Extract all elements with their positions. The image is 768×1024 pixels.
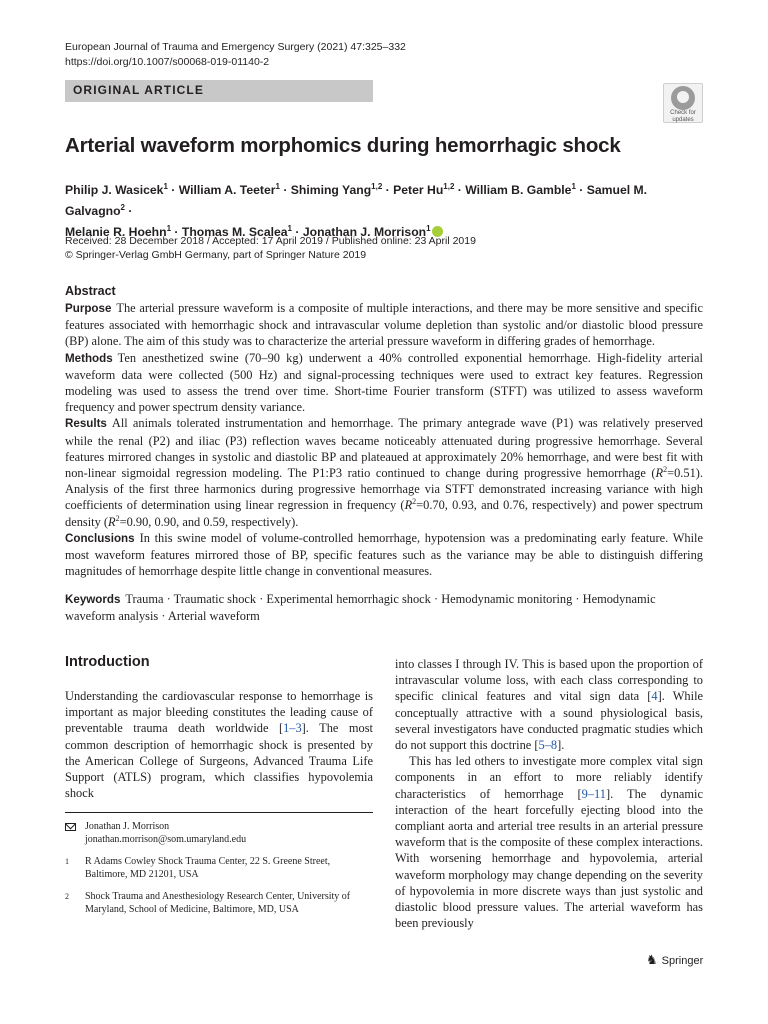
author-name[interactable]: Thomas M. Scalea: [181, 225, 288, 240]
citation-link[interactable]: 1–3: [283, 721, 302, 736]
keywords: [65, 591, 703, 624]
abstract-conclusions-label: Conclusions: [65, 531, 135, 545]
abstract-methods-text: Ten anesthetized swine (70–90 kg) underwent a 40% controlled exponential hemorrhage. High-fidelity arterial waveform data were collected (500 Hz) and signal-processing techniques were used to extract key features. Regression modeling was used to assess the trend over time. Short-time Fourier transform (STFT) was utilized to assess waveform frequency and power spectrum density variance.: [65, 350, 703, 415]
body-text: into classes I through IV. This is based upon the proportion of intravascular volume loss, with each class corresponding to specific clinical features and vital sign data [: [395, 657, 703, 704]
publisher-logo: [646, 952, 703, 968]
body-text: ]. The dynamic interaction of the heart forcefully ejecting blood into the compliant aorta and arterial tree results in an arterial pressure waveform that is the composite of these complex interactions. With worsening hemorrhage and hypovolemia, arterial waveform morphology may change depending on the severity of hypovolemia in more discrete ways than just systolic and diastolic blood pressure values. The arterial waveform has been previously: [395, 786, 703, 931]
author-name[interactable]: Samuel M. Galvagno: [65, 183, 648, 219]
left-column-text: [65, 688, 373, 801]
publisher-name: Springer: [661, 955, 704, 967]
abstract-results-label: Results: [65, 417, 107, 431]
author-name[interactable]: William B. Gamble: [465, 183, 572, 198]
doi-link[interactable]: https://doi.org/10.1007/s00068-019-01140-2: [65, 56, 270, 68]
journal-citation: European Journal of Trauma and Emergency Surgery (2021) 47:325–332: [65, 41, 406, 53]
author-affiliation: 1: [426, 224, 431, 234]
abstract-purpose: [65, 300, 703, 350]
abstract-results-text: =0.70, 0.93, and 0.76, respectively) and power spectrum density (: [65, 498, 703, 529]
contact-email[interactable]: jonathan.morrison@som.umaryland.edu: [85, 834, 247, 845]
abstract-body: [65, 300, 703, 579]
copyright-line: © Springer-Verlag GmbH Germany, part of Springer Nature 2019: [65, 248, 367, 261]
author-separator: ·: [454, 183, 466, 198]
publication-dates: [65, 235, 476, 262]
r-exponent: 2: [663, 464, 668, 474]
author-name[interactable]: Melanie R. Hoehn: [65, 225, 167, 240]
affiliation-2: [65, 890, 373, 916]
author-affiliation: 1,2: [443, 182, 455, 191]
author-separator: ·: [167, 183, 179, 198]
author-affiliation: 1: [571, 182, 576, 191]
author-name[interactable]: Philip J. Wasicek: [65, 183, 164, 198]
author-affiliation: 2: [120, 203, 125, 213]
author-separator: ·: [279, 183, 291, 198]
affiliation-mark: 1: [65, 857, 69, 866]
abstract-conclusions: [65, 530, 703, 580]
abstract-purpose-text: The arterial pressure waveform is a composite of multiple interactions, and there may be more sensitive and specific features associated with hemorrhagic shock and intravascular volume depletion than systolic and/or diastolic blood pressure (BP) alone. The aim of this study was to characterize the arterial pressure waveform in differing grades of hemorrhage.: [65, 301, 703, 349]
abstract-heading: Abstract: [65, 284, 116, 298]
journal-header: [65, 40, 406, 70]
r-symbol: R: [108, 514, 116, 529]
author-separator: ·: [382, 183, 394, 198]
affiliation-text: R Adams Cowley Shock Trauma Center, 22 S. Greene Street, Baltimore, MD 21201, USA: [85, 856, 331, 880]
abstract-purpose-label: Purpose: [65, 302, 112, 315]
author-separator: ·: [125, 204, 133, 219]
check-for-updates-line2: updates: [672, 116, 694, 123]
keywords-label: Keywords: [65, 593, 121, 606]
author-affiliation: 1: [163, 182, 168, 191]
article-title: Arterial waveform morphomics during hemorrhagic shock: [65, 134, 621, 157]
footnote-divider: [65, 812, 373, 813]
abstract-conclusions-text: In this swine model of volume-controlled hemorrhage, hypotension was a predominating early feature. While most waveform features mirrored those of BP, specific features such as the variance may be able to distinguish differing magnitudes of hemorrhage despite little change in conventional measures.: [65, 530, 703, 579]
abstract-results-text: =0.90, 0.90, and 0.59, respectively).: [119, 514, 299, 529]
author-name[interactable]: William A. Teeter: [178, 183, 276, 198]
check-for-updates-icon: [671, 86, 695, 110]
author-name[interactable]: Peter Hu: [393, 183, 444, 198]
body-text: This has led others to investigate more complex vital sign components in an effort to more reliably identify characteristics of hemorrhage [: [395, 754, 703, 801]
body-text: ]. The most common description of hemorrhagic shock is presented by the American College of Surgeons, Advanced Trauma Life Support (ATLS) program, which classifies hypovolemia shock: [65, 721, 373, 801]
author-list: [65, 178, 705, 241]
body-text: ].: [557, 738, 565, 753]
r-symbol: R: [404, 498, 413, 513]
author-separator: ·: [171, 225, 182, 240]
contact-name: Jonathan J. Morrison: [85, 821, 170, 832]
abstract-methods: [65, 350, 703, 416]
introduction-heading: Introduction: [65, 654, 150, 670]
body-text: Understanding the cardiovascular response to hemorrhage is important as major bleeding constitutes the leading cause of preventable trauma death worldwide [: [65, 689, 373, 736]
abstract-results-text: =0.51). Analysis of the first three harmonics during progressive hemorrhage via STFT demonstrated increasing variance with high coefficients of determination using linear regression in frequency (: [65, 466, 703, 513]
author-separator: ·: [292, 225, 303, 240]
author-name[interactable]: Shiming Yang: [290, 183, 372, 198]
corresponding-author: [65, 820, 373, 846]
footnotes: [65, 820, 373, 925]
history-dates: Received: 28 December 2018 / Accepted: 17 April 2019 / Published online: 23 April 2019: [65, 235, 476, 247]
author-name[interactable]: Jonathan J. Morrison: [302, 225, 427, 240]
citation-link[interactable]: 4: [651, 689, 658, 704]
affiliation-text: Shock Trauma and Anesthesiology Research Center, University of Maryland, School of Medicine, Baltimore, MD, USA: [85, 891, 351, 915]
affiliation-1: [65, 855, 373, 881]
keywords-text: Trauma · Traumatic shock · Experimental hemorrhagic shock · Hemodynamic monitoring · Hemodynamic waveform analysis · Arterial waveform: [65, 592, 656, 624]
springer-horse-icon: ♞: [646, 952, 658, 967]
r-symbol: R: [655, 466, 664, 481]
r-exponent: 2: [412, 497, 417, 507]
right-column-text: [395, 656, 703, 931]
affiliation-mark: 2: [65, 892, 69, 901]
citation-link[interactable]: 5–8: [538, 738, 558, 753]
abstract-results: [65, 415, 703, 529]
check-for-updates-badge[interactable]: [663, 83, 703, 123]
article-type-banner: ORIGINAL ARTICLE: [65, 80, 373, 102]
author-affiliation: 1,2: [371, 182, 383, 191]
author-separator: ·: [575, 183, 587, 198]
envelope-icon: [65, 823, 76, 831]
author-affiliation: 1: [287, 224, 292, 234]
abstract-methods-label: Methods: [65, 351, 113, 365]
citation-link[interactable]: 9–11: [581, 786, 606, 801]
r-exponent: 2: [115, 513, 120, 523]
abstract-results-text: All animals tolerated instrumentation and hemorrhage. The primary antegrade wave (P1) was relatively preserved while the renal (P2) and iliac (P3) reflection waves became noticeably attenuated during progressive hemorrhage. Several features mirrored changes in systolic and diastolic BP and plateaued at approximately 20% hemorrhage, and were best fit with non-linear sigmoidal regression modeling. The P1:P3 ratio continued to change during progressive hemorrhage (: [65, 416, 703, 481]
author-affiliation: 1: [166, 224, 172, 234]
body-text: ]. While conceptually attractive with a sound physiological basis, several investigators have conducted pragmatic studies which do not support this doctrine [: [395, 689, 704, 753]
check-for-updates-line1: Check for: [670, 110, 696, 116]
author-affiliation: 1: [275, 182, 280, 191]
